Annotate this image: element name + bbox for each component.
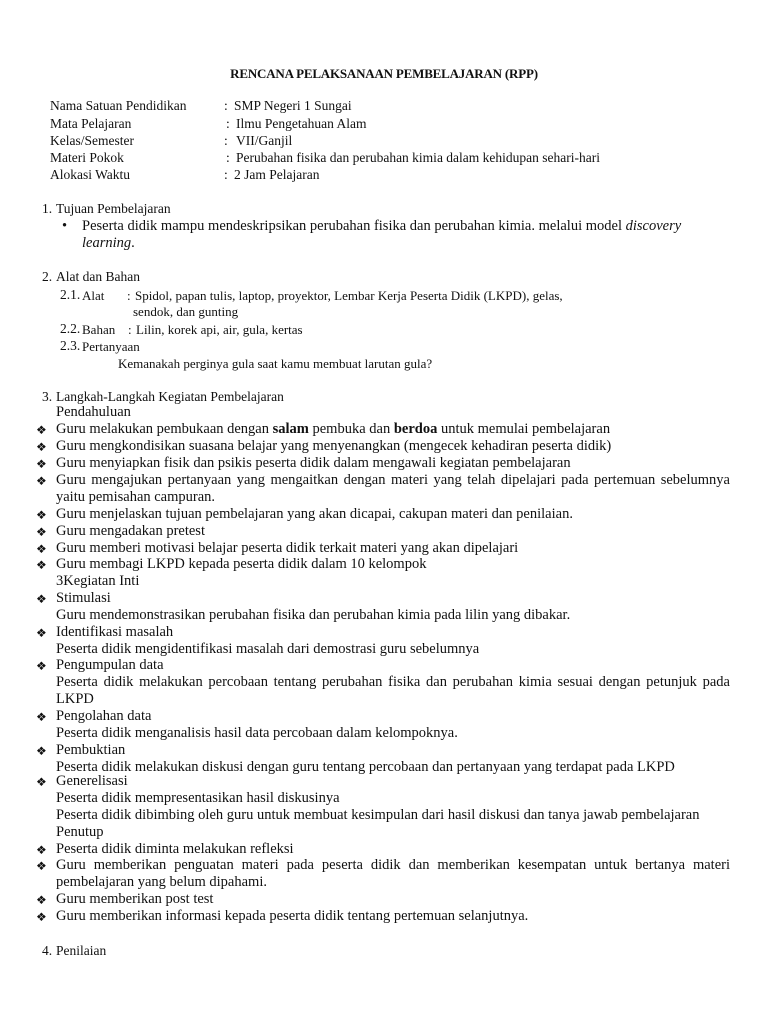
identity-separator: : bbox=[226, 116, 230, 131]
subsection-heading-pendahuluan: Pendahuluan bbox=[56, 404, 131, 420]
inti-step-label: Pengumpulan data bbox=[56, 657, 164, 673]
inti-step-label: Pembuktian bbox=[56, 742, 126, 758]
identity-separator: : bbox=[224, 133, 228, 148]
diamond-bullet-icon: ❖ bbox=[36, 592, 47, 606]
inti-step-text: Peserta didik mempresentasikan hasil diskusinya bbox=[56, 790, 340, 806]
section-number: 2. bbox=[42, 269, 53, 284]
subitem-label: Alat bbox=[82, 288, 105, 303]
inti-step-label: Generelisasi bbox=[56, 773, 128, 789]
diamond-bullet-icon: ❖ bbox=[36, 859, 47, 873]
inti-step-text: Guru mendemonstrasikan perubahan fisika dan perubahan kimia pada lilin yang dibakar. bbox=[56, 607, 571, 623]
question-text: Kemanakah perginya gula saat kamu membuat larutan gula? bbox=[118, 356, 433, 371]
diamond-bullet-icon: ❖ bbox=[36, 893, 47, 907]
diamond-bullet-icon: ❖ bbox=[36, 440, 47, 454]
section-heading: Langkah-Langkah Kegiatan Pembelajaran bbox=[56, 389, 284, 404]
diamond-bullet-icon: ❖ bbox=[36, 843, 47, 857]
objective-text: Peserta didik mampu mendeskripsikan perubahan fisika dan perubahan kimia. melalui model discovery bbox=[82, 218, 682, 234]
diamond-bullet-icon: ❖ bbox=[36, 710, 47, 724]
diamond-bullet-icon: ❖ bbox=[36, 542, 47, 556]
identity-value: SMP Negeri 1 Sungai bbox=[234, 98, 352, 113]
identity-value: Ilmu Pengetahuan Alam bbox=[236, 116, 367, 131]
activity-item: Guru memberikan penguatan materi pada peserta didik dan memberikan kesempatan untuk bertanya materi pembelajaran yang belum dipahami. bbox=[56, 857, 730, 890]
subitem-text: Lilin, korek api, air, gula, kertas bbox=[136, 322, 303, 337]
identity-label: Nama Satuan Pendidikan bbox=[50, 98, 187, 113]
diamond-bullet-icon: ❖ bbox=[36, 910, 47, 924]
activity-item: Guru menjelaskan tujuan pembelajaran yang akan dicapai, cakupan materi dan penilaian. bbox=[56, 506, 573, 522]
diamond-bullet-icon: ❖ bbox=[36, 525, 47, 539]
activity-item: Guru mengajukan pertanyaan yang mengaitkan dengan materi yang telah dipelajari pada pertemuan sebelumnya yaitu pemisahan campuran. bbox=[56, 472, 730, 505]
subitem-text-continued: sendok, dan gunting bbox=[133, 304, 239, 319]
bullet-icon: • bbox=[62, 218, 68, 234]
activity-item: Guru memberikan informasi kepada peserta didik tentang pertemuan selanjutnya. bbox=[56, 908, 529, 924]
inti-step-label: Identifikasi masalah bbox=[56, 624, 174, 640]
identity-separator: : bbox=[224, 98, 228, 113]
subitem-number: 2.2. bbox=[60, 321, 81, 336]
activity-item: Guru mengadakan pretest bbox=[56, 523, 205, 539]
section-number: 1. bbox=[42, 201, 53, 216]
subitem-separator: : bbox=[127, 288, 131, 303]
diamond-bullet-icon: ❖ bbox=[36, 775, 47, 789]
inti-step-text: Peserta didik menganalisis hasil data percobaan dalam kelompoknya. bbox=[56, 725, 458, 741]
identity-value: 2 Jam Pelajaran bbox=[234, 167, 320, 182]
identity-value: VII/Ganjil bbox=[236, 133, 293, 148]
subsection-heading-inti: 3Kegiatan Inti bbox=[56, 573, 140, 589]
activity-item: Peserta didik diminta melakukan refleksi bbox=[56, 841, 294, 857]
section-number: 3. bbox=[42, 389, 53, 404]
objective-text-continued: learning. bbox=[82, 235, 135, 251]
inti-step-text: Peserta didik melakukan percobaan tentang perubahan fisika dan perubahan kimia sesuai dengan petunjuk pada LKPD bbox=[56, 674, 730, 707]
diamond-bullet-icon: ❖ bbox=[36, 508, 47, 522]
inti-step-label: Stimulasi bbox=[56, 590, 111, 606]
activity-item: Guru menyiapkan fisik dan psikis peserta didik dalam mengawali kegiatan pembelajaran bbox=[56, 455, 571, 471]
activity-item: Guru membagi LKPD kepada peserta didik dalam 10 kelompok bbox=[56, 556, 427, 572]
section-heading: Alat dan Bahan bbox=[56, 269, 140, 284]
identity-label: Mata Pelajaran bbox=[50, 116, 132, 131]
diamond-bullet-icon: ❖ bbox=[36, 659, 47, 673]
section-heading: Penilaian bbox=[56, 943, 107, 958]
identity-label: Alokasi Waktu bbox=[50, 167, 131, 182]
activity-item: Guru memberikan post test bbox=[56, 891, 214, 907]
subitem-label: Bahan bbox=[82, 322, 116, 337]
diamond-bullet-icon: ❖ bbox=[36, 626, 47, 640]
inti-step-text: Peserta didik melakukan diskusi dengan guru tentang percobaan dan pertanyaan yang terdapat pada LKPD bbox=[56, 759, 675, 775]
identity-label: Kelas/Semester bbox=[50, 133, 134, 148]
diamond-bullet-icon: ❖ bbox=[36, 474, 47, 488]
diamond-bullet-icon: ❖ bbox=[36, 558, 47, 572]
identity-label: Materi Pokok bbox=[50, 150, 124, 165]
identity-separator: : bbox=[224, 167, 228, 182]
subitem-separator: : bbox=[128, 322, 132, 337]
activity-item: Guru melakukan pembukaan dengan salam pembuka dan berdoa untuk memulai pembelajaran bbox=[56, 421, 611, 437]
subsection-heading-penutup: Penutup bbox=[56, 824, 104, 840]
diamond-bullet-icon: ❖ bbox=[36, 423, 47, 437]
identity-separator: : bbox=[226, 150, 230, 165]
section-number: 4. bbox=[42, 943, 53, 958]
inti-step-label: Pengolahan data bbox=[56, 708, 152, 724]
subitem-text: Spidol, papan tulis, laptop, proyektor, Lembar Kerja Peserta Didik (LKPD), gelas, bbox=[135, 288, 563, 303]
diamond-bullet-icon: ❖ bbox=[36, 457, 47, 471]
section-heading: Tujuan Pembelajaran bbox=[56, 201, 171, 216]
inti-step-text: Peserta didik dibimbing oleh guru untuk membuat kesimpulan dari hasil diskusi dan tanya jawab pembelajaran bbox=[56, 807, 700, 823]
document-title: RENCANA PELAKSANAAN PEMBELAJARAN (RPP) bbox=[230, 66, 538, 81]
subitem-number: 2.1. bbox=[60, 287, 81, 302]
inti-step-text: Peserta didik mengidentifikasi masalah dari demostrasi guru sebelumnya bbox=[56, 641, 480, 657]
activity-item: Guru mengkondisikan suasana belajar yang menyenangkan (mengecek kehadiran peserta didik) bbox=[56, 438, 612, 454]
activity-item: Guru memberi motivasi belajar peserta didik terkait materi yang akan dipelajari bbox=[56, 540, 519, 556]
subitem-number: 2.3. bbox=[60, 338, 81, 353]
subitem-label: Pertanyaan bbox=[82, 339, 140, 354]
identity-value: Perubahan fisika dan perubahan kimia dalam kehidupan sehari-hari bbox=[236, 150, 600, 165]
diamond-bullet-icon: ❖ bbox=[36, 744, 47, 758]
